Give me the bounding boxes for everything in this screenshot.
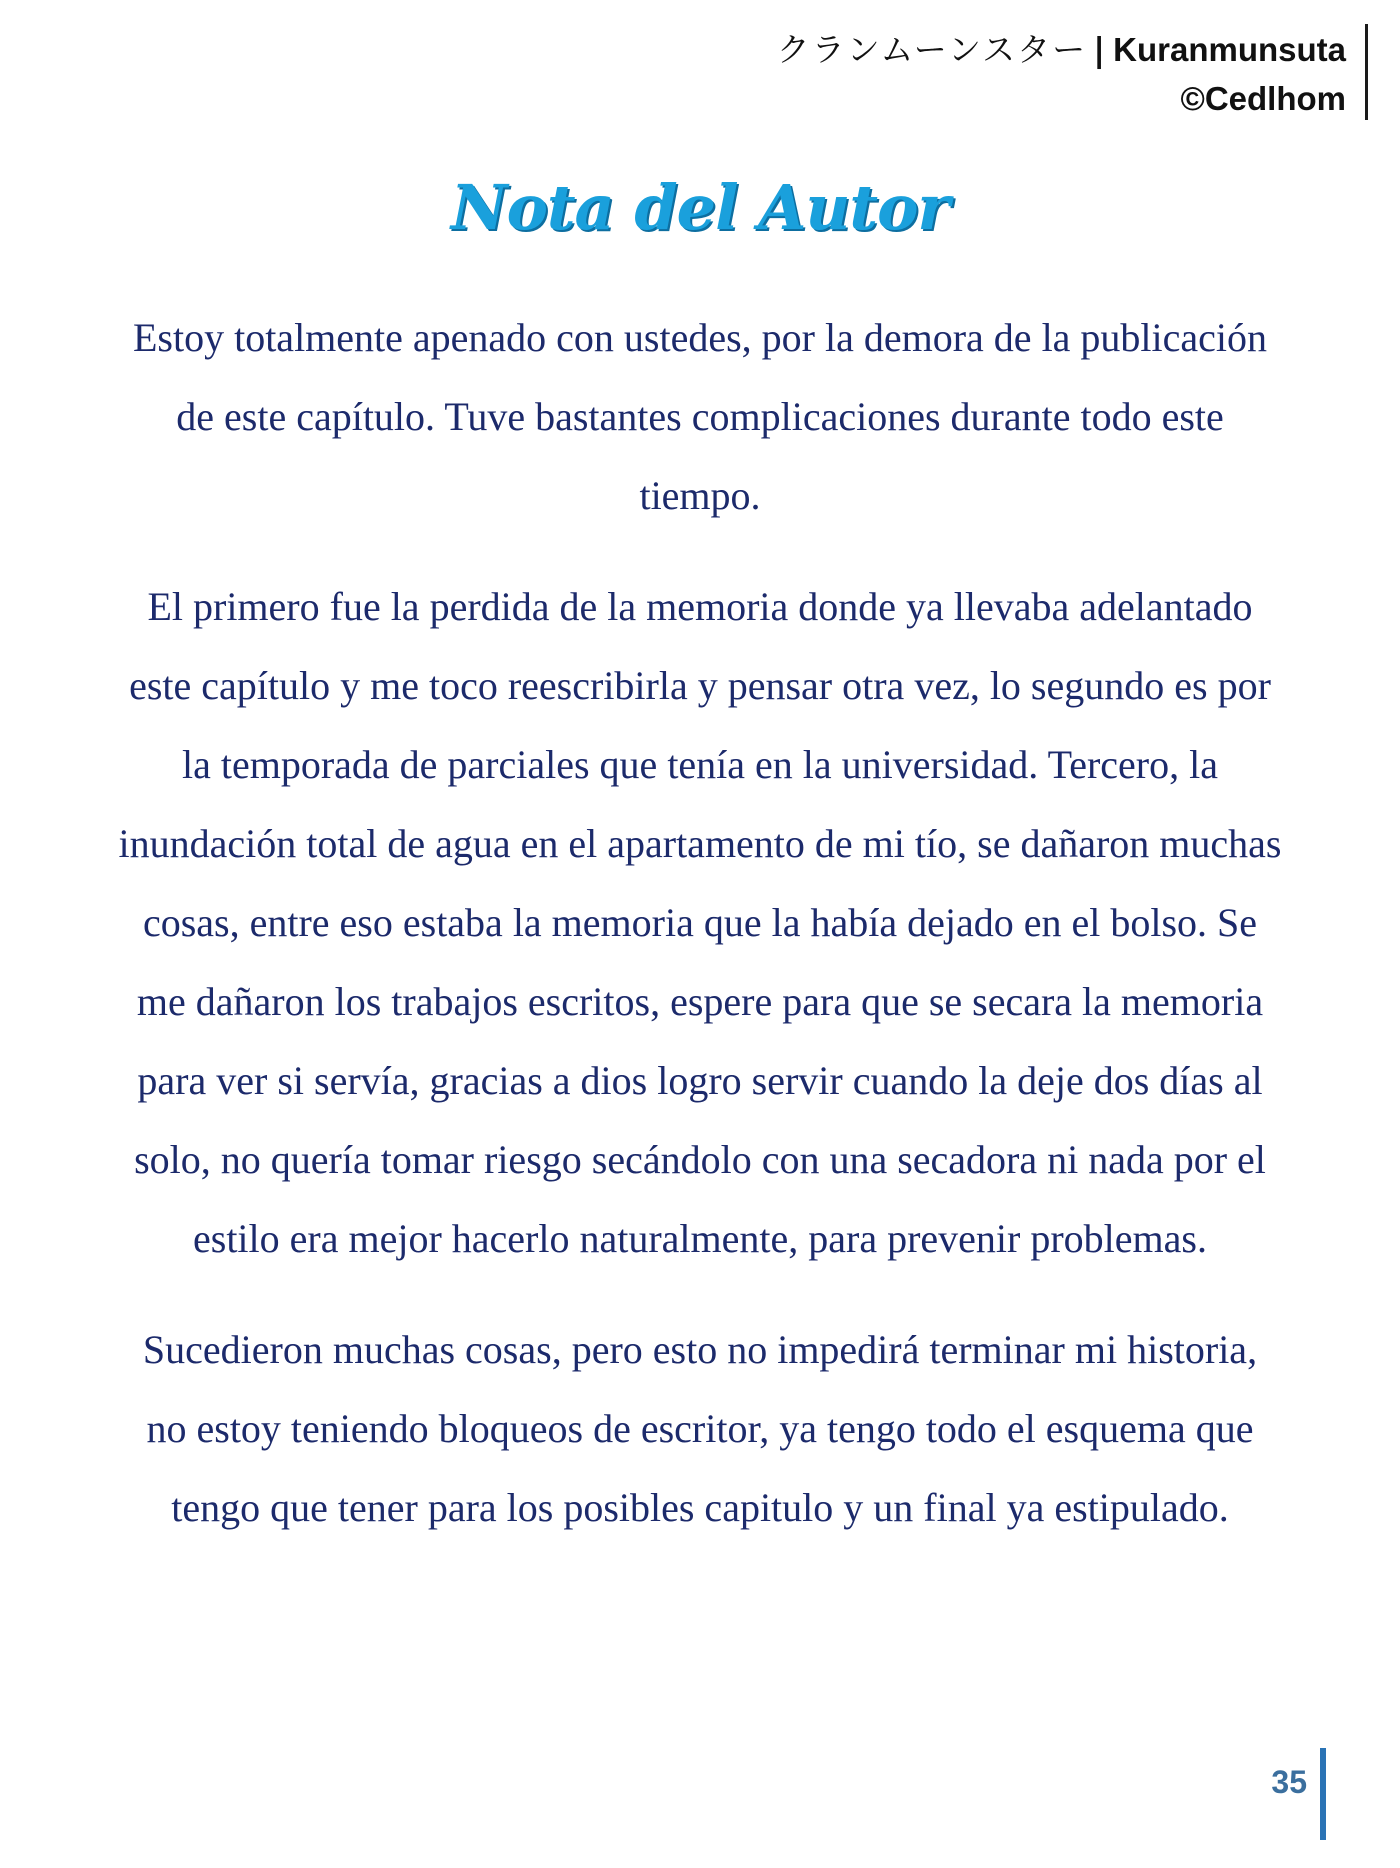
header-author: ©Cedlhom [1180, 80, 1346, 117]
header-vertical-rule [1365, 24, 1368, 120]
page-title: Nota del Autor [450, 171, 950, 244]
running-header [668, 24, 1368, 120]
body-text [118, 298, 1282, 1547]
paragraph-2: El primero fue la perdida de la memoria donde ya llevaba adelantado este capítulo y me toco reescribirla y pensar otra vez, lo segundo es por la temporada de parciales que tenía en la universidad. Tercero, la inundación total de agua en el apartamento de mi tío, se dañaron muchas cosas, entre eso estaba la memoria que la había dejado en el bolso. Se me dañaron los trabajos escritos, espere para que se secara la memoria para ver si servía, gracias a dios logro servir cuando la deje dos días al solo, no quería tomar riesgo secándolo con una secadora ni nada por el estilo era mejor hacerlo naturalmente, para prevenir problemas. [118, 584, 1282, 1261]
paragraph-3: Sucedieron muchas cosas, pero esto no impedirá terminar mi historia, no estoy teniendo bloqueos de escritor, ya tengo todo el esquema que tengo que tener para los posibles capitulo y un final ya estipulado. [142, 1327, 1258, 1530]
header-series-line [777, 28, 1346, 72]
paragraph-1: Estoy totalmente apenado con ustedes, por la demora de la publicación de este capítulo. Tuve bastantes complicaciones durante todo este tiempo. [132, 315, 1268, 518]
header-separator: | [1093, 30, 1106, 69]
header-series-japanese: クランムーンスター [776, 30, 1088, 69]
header-series-romanized: Kuranmunsuta [1113, 31, 1346, 68]
footer-vertical-rule [1320, 1748, 1326, 1840]
page-number: 35 [1271, 1764, 1307, 1800]
